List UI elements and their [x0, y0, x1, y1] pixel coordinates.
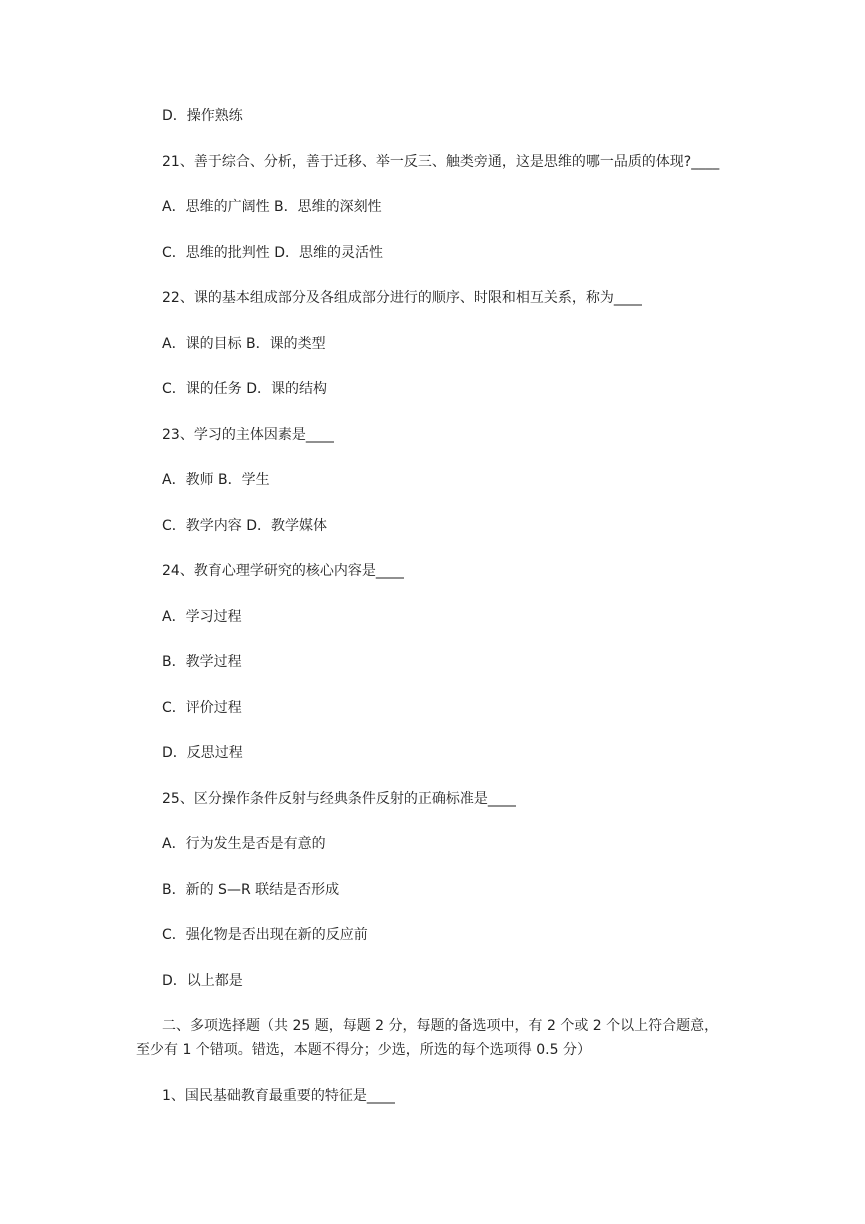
- option-line: D．以上都是: [162, 973, 243, 989]
- question-line: 22、课的基本组成部分及各组成部分进行的顺序、时限和相互关系，称为____: [162, 290, 642, 306]
- option-line: C．课的任务 D．课的结构: [162, 381, 328, 397]
- question-line: 25、区分操作条件反射与经典条件反射的正确标准是____: [162, 791, 516, 807]
- question-line: 21、善于综合、分析，善于迁移、举一反三、触类旁通，这是思维的哪一品质的体现?____: [162, 154, 720, 170]
- option-line: B．新的 S—R 联结是否形成: [162, 882, 340, 898]
- option-line: A．思维的广阔性 B．思维的深刻性: [162, 199, 382, 215]
- section-header-continued: 至少有 1 个错项。错选，本题不得分；少选，所选的每个选项得 0.5 分）: [136, 1042, 591, 1058]
- option-line: A．课的目标 B．课的类型: [162, 336, 326, 352]
- option-line: C．思维的批判性 D．思维的灵活性: [162, 245, 384, 261]
- option-line: B．教学过程: [162, 654, 242, 670]
- question-line: 23、学习的主体因素是____: [162, 427, 334, 443]
- question-line: 24、教育心理学研究的核心内容是____: [162, 563, 404, 579]
- option-line: A．教师 B．学生: [162, 472, 270, 488]
- option-line: A．行为发生是否是有意的: [162, 836, 326, 852]
- option-line: A．学习过程: [162, 609, 242, 625]
- option-line: C．强化物是否出现在新的反应前: [162, 927, 368, 943]
- question-line: 1、国民基础教育最重要的特征是____: [162, 1088, 395, 1104]
- option-line: D．反思过程: [162, 745, 243, 761]
- option-line: D．操作熟练: [162, 108, 243, 124]
- section-header: 二、多项选择题（共 25 题，每题 2 分，每题的备选项中，有 2 个或 2 个以上符合题意，: [162, 1018, 719, 1034]
- option-line: C．教学内容 D．教学媒体: [162, 518, 328, 534]
- option-line: C．评价过程: [162, 700, 242, 716]
